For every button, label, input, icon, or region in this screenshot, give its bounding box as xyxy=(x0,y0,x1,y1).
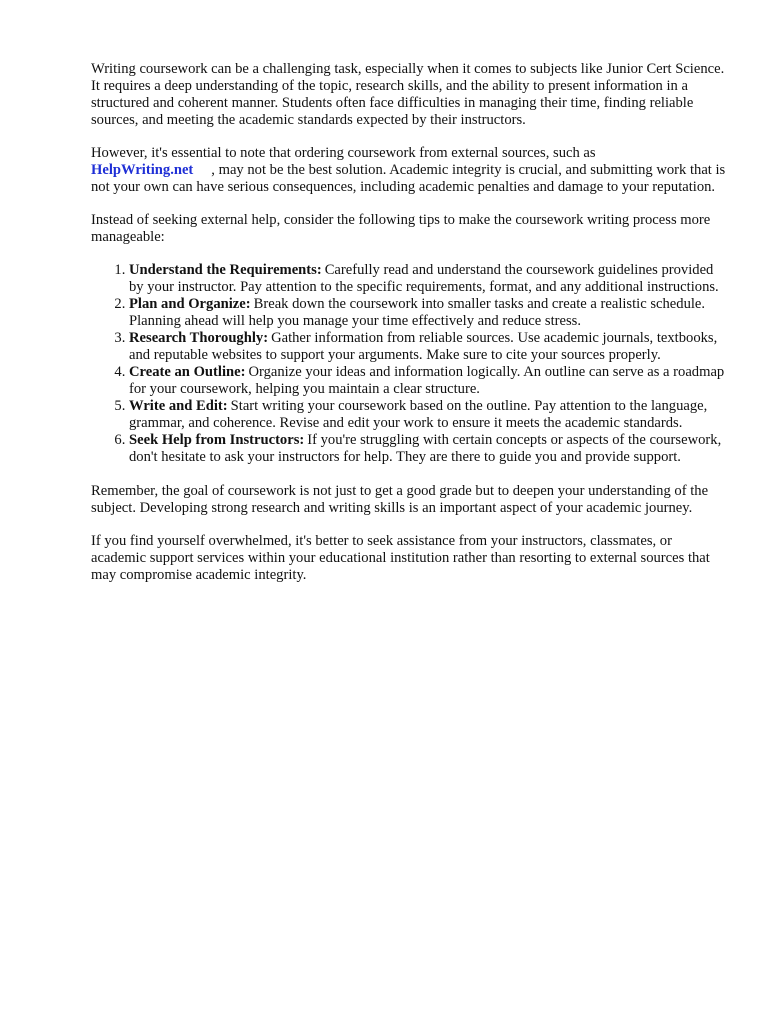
warning-text-before: However, it's essential to note that ordering coursework from external sources, such as xyxy=(91,145,596,161)
tip-text: If you're struggling with certain concepts or aspects of the coursework, don't hesitate to ask your instructors for help. They are there to guide you and provide support. xyxy=(129,432,722,465)
intro-paragraph: Writing coursework can be a challenging task, especially when it comes to subjects like Junior Cert Science. It requires a deep understanding of the topic, research skills, and the ability to present information in a structured and coherent manner. Students often face difficulties in managing their time, finding reliable sources, and meeting the academic standards expected by their instructors. xyxy=(91,61,725,128)
list-item xyxy=(129,262,726,296)
warning-paragraph xyxy=(91,145,726,196)
tip-title: Research Thoroughly: xyxy=(129,330,269,346)
document-page xyxy=(91,61,726,600)
list-item xyxy=(129,398,726,432)
tips-list xyxy=(91,262,726,466)
tip-text: Carefully read and understand the coursework guidelines provided by your instructor. Pay attention to the specific requirements, format, and any additional instructions. xyxy=(129,262,719,295)
tip-text: Start writing your coursework based on the outline. Pay attention to the language, grammar, and coherence. Revise and edit your work to ensure it meets the academic standards. xyxy=(129,398,708,431)
remember-paragraph: Remember, the goal of coursework is not just to get a good grade but to deepen your understanding of the subject. Developing strong research and writing skills is an important aspect of your academic journey. xyxy=(91,483,709,516)
list-item xyxy=(129,330,726,364)
tip-text: Gather information from reliable sources. Use academic journals, textbooks, and reputable websites to support your arguments. Make sure to cite your sources properly. xyxy=(129,330,718,363)
helpwriting-link[interactable]: HelpWriting.net xyxy=(91,162,194,178)
tip-title: Understand the Requirements: xyxy=(129,262,322,278)
warning-text-after: , may not be the best solution. Academic integrity is crucial, and submitting work that is not your own can have serious consequences, including academic penalties and damage to your reputation. xyxy=(91,162,726,195)
tip-title: Plan and Organize: xyxy=(129,296,251,312)
closing-paragraph: If you find yourself overwhelmed, it's better to seek assistance from your instructors, classmates, or academic support services within your educational institution rather than resorting to external sources that may compromise academic integrity. xyxy=(91,533,710,583)
tips-intro-paragraph: Instead of seeking external help, consider the following tips to make the coursework writing process more manageable: xyxy=(91,212,711,245)
tip-title: Create an Outline: xyxy=(129,364,246,380)
tip-text: Organize your ideas and information logically. An outline can serve as a roadmap for your coursework, helping you maintain a clear structure. xyxy=(129,364,725,397)
tip-title: Seek Help from Instructors: xyxy=(129,432,305,448)
list-item xyxy=(129,364,726,398)
tip-title: Write and Edit: xyxy=(129,398,228,414)
list-item xyxy=(129,432,726,466)
list-item xyxy=(129,296,726,330)
tip-text: Break down the coursework into smaller tasks and create a realistic schedule. Planning ahead will help you manage your time effectively and reduce stress. xyxy=(129,296,706,329)
